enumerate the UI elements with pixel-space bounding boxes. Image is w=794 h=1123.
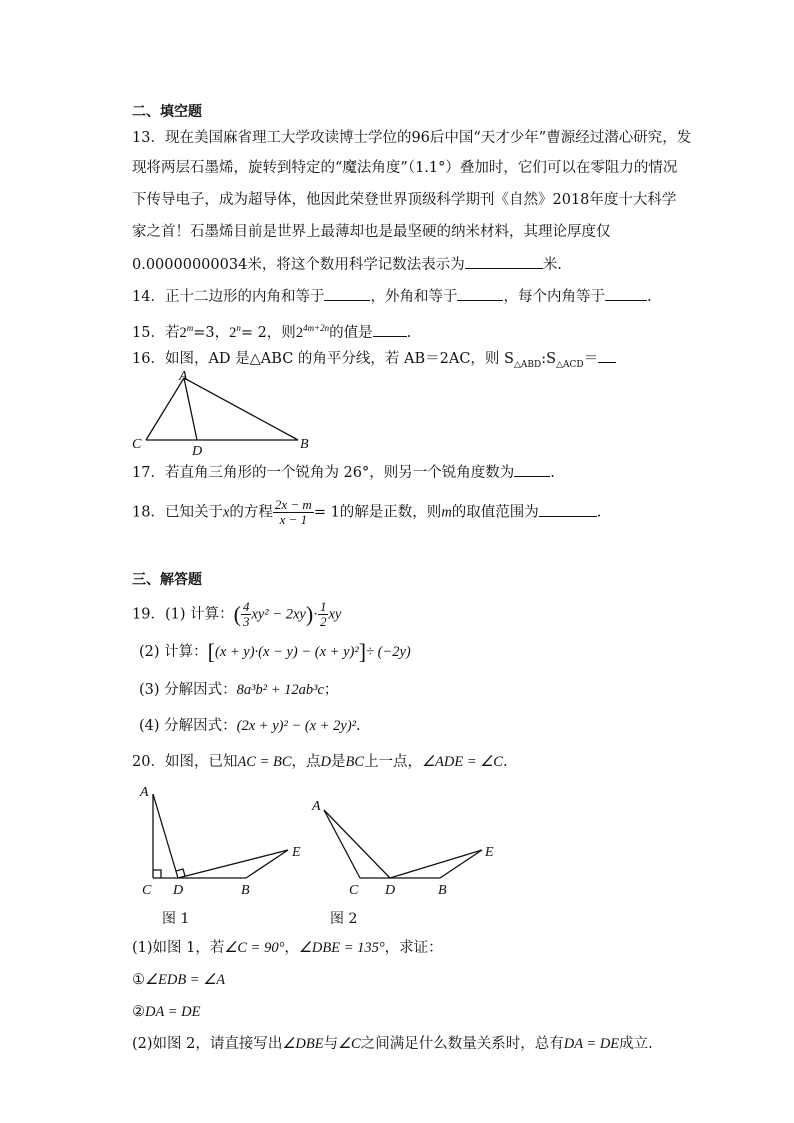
q20-figure-2 <box>306 792 506 902</box>
q20-p1-text-b: ，求证： <box>384 940 443 956</box>
q20-cond2: ∠ADE = ∠C <box>422 754 503 770</box>
q15-m-exp: m <box>186 323 194 333</box>
q20-p2-text-c: 之间满足什么数量关系时，总有 <box>360 1036 564 1052</box>
q19-p3-label: (3) 分解因式： <box>139 682 237 698</box>
q20-text-a: 20．如图，已知 <box>132 754 238 770</box>
q20-cond1: AC = BC <box>237 754 292 770</box>
q18-text-e: . <box>596 504 602 521</box>
q20-p2-text-d: 成立. <box>619 1036 653 1052</box>
q18-frac-den: x − 1 <box>279 512 308 527</box>
q19-part2 <box>139 639 411 664</box>
q20-p2-text-b: 与 <box>323 1036 339 1052</box>
q18-fraction <box>273 498 314 527</box>
q20-p2-angle1: ∠DBE <box>282 1036 324 1052</box>
q15-n-base: 2 <box>229 324 237 341</box>
q20-s2-mark: ② <box>132 1004 145 1020</box>
q19-p1-half-num: 1 <box>319 599 327 614</box>
fig1-label-d: D <box>173 883 184 898</box>
q20-s2: DA = DE <box>145 1004 201 1020</box>
q20-part1 <box>132 938 443 958</box>
q13-answer-blank[interactable] <box>465 254 543 269</box>
fig1-label-c: C <box>142 883 152 898</box>
fig1-label-a: A <box>140 785 149 800</box>
q17-text-a: 17．若直角三角形的一个锐角为 26°，则另一个锐角度数为 <box>132 465 515 481</box>
q18-frac-num: 2x − m <box>274 497 312 512</box>
q14-text-a: 14．正十二边形的内角和等于 <box>132 289 325 305</box>
q20-text-f: . <box>502 754 508 770</box>
fig1-segment-de <box>178 850 288 878</box>
section-2-title: 二、填空题 <box>132 104 202 120</box>
q16-blank[interactable] <box>598 348 616 363</box>
q16-label-b: B <box>300 437 309 452</box>
q15 <box>132 318 411 343</box>
q14-text-c: ，每个内角等于 <box>503 289 605 305</box>
q13-text: 0.00000000034米，将这个数用科学记数法表示为 <box>132 257 465 273</box>
q16-text-a: 16．如图，AD 是△ABC 的角平分线，若 AB＝2AC，则 S <box>132 351 514 367</box>
q19-p1-label: 19．(1) 计算： <box>132 606 234 623</box>
q20-figure-1 <box>136 780 316 902</box>
q20-s1: ∠EDB = ∠A <box>145 972 226 988</box>
q16-label-d: D <box>192 444 203 458</box>
q18-var-m: m <box>441 504 452 521</box>
q17-blank[interactable] <box>514 462 550 477</box>
q19-p1-half-den: 2 <box>319 614 327 629</box>
q19-p1-frac-num: 4 <box>242 599 250 614</box>
q16-colon: :S <box>541 351 557 367</box>
fig1-segment-ad <box>153 794 178 878</box>
q14-text-b: ，外角和等于 <box>370 289 458 305</box>
q14-blank-2[interactable] <box>457 286 503 301</box>
q13-unit: 米. <box>542 257 562 273</box>
q14-blank-1[interactable] <box>324 286 370 301</box>
q19-p1-rparen: ) <box>305 601 314 627</box>
q19-p4-end: . <box>356 718 361 734</box>
q18-text-d: 的取值范围为 <box>451 504 539 521</box>
q19-p4-expr: (2x + y)² − (x + 2y)² <box>236 718 357 734</box>
q16-side-ab <box>184 378 298 440</box>
q17 <box>132 462 555 483</box>
q19-p2-label: (2) 计算： <box>139 644 208 660</box>
q13-line1: 13．现在美国麻省理工大学攻读博士学位的96后中国“天才少年”曹源经过潜心研究，发 <box>132 130 692 146</box>
fig2-segment-de <box>390 850 482 878</box>
q19-p1-half <box>318 600 329 629</box>
q20-intro <box>132 752 508 772</box>
q16-sub-abd: △ABD <box>513 359 542 370</box>
fig2-label-a: A <box>312 799 321 814</box>
fig1-segment-be <box>246 850 288 878</box>
q19-p4-label: (4) 分解因式： <box>139 718 237 734</box>
q15-r-exp: 4m+2n <box>303 323 330 333</box>
fig2-caption: 图 2 <box>330 911 358 927</box>
q20-s1-mark: ① <box>132 972 145 988</box>
q19-p3-end: ； <box>323 682 339 698</box>
section-3-title: 三、解答题 <box>132 572 202 588</box>
q18 <box>132 498 601 527</box>
q16-sub-acd: △ACD <box>556 359 584 370</box>
q18-var-x: x <box>222 504 230 521</box>
q15-text-a: 15．若 <box>132 324 180 341</box>
q15-blank[interactable] <box>373 322 407 337</box>
q16-label-a: A <box>179 369 188 384</box>
q16-label-c: C <box>132 437 142 452</box>
fig2-label-d: D <box>385 883 396 898</box>
q20-p1-text-a: (1)如图 1，若 <box>132 940 225 956</box>
q19-p1-frac-den: 3 <box>242 614 250 629</box>
q20-p2-cond: DA = DE <box>563 1036 620 1052</box>
q19-part4 <box>139 716 361 736</box>
q20-text-b: ，点 <box>291 754 321 770</box>
q15-m-base: 2 <box>179 324 187 341</box>
q19-p2-expr: (x + y)·(x − y) − (x + y)² <box>214 644 359 660</box>
fig2-segment-ad <box>324 810 390 878</box>
q15-text-c: . <box>406 324 412 341</box>
q20-part2 <box>132 1034 653 1054</box>
q20-p1-cond1: ∠C = 90° <box>224 940 285 956</box>
q20-statement-1 <box>132 970 225 990</box>
q20-text-e: 上一点， <box>364 754 423 770</box>
q19-p2-lbracket: [ <box>207 639 215 664</box>
fig2-label-e: E <box>485 845 494 860</box>
q19-p1-tail: xy <box>328 606 342 623</box>
q13-line4: 家之首！石墨烯目前是世界上最薄却也是最坚硬的纳米材料，其理论厚度仅 <box>132 224 611 240</box>
q14 <box>132 286 652 307</box>
q14-blank-3[interactable] <box>605 286 647 301</box>
q18-blank[interactable] <box>539 502 597 517</box>
q19-part1 <box>132 600 341 629</box>
fig2-side-ac <box>324 810 360 878</box>
q15-m-val: =3， <box>193 324 230 341</box>
q13-line2: 现将两层石墨烯，旋转到特定的“魔法角度”（1.1°）叠加时，它们可以在零阻力的情况 <box>132 160 678 176</box>
fig2-segment-be <box>440 850 482 878</box>
fig1-right-angle-c <box>153 870 161 878</box>
q13-line5 <box>132 254 562 275</box>
q18-text-a: 18．已知关于 <box>132 504 223 521</box>
q20-statement-2 <box>132 1002 200 1022</box>
q18-text-b: 的方程 <box>229 504 273 521</box>
fig1-label-e: E <box>292 845 301 860</box>
q16-bisector-ad <box>184 378 197 440</box>
q16-side-ac <box>146 378 184 440</box>
q15-text-b: 的值是 <box>329 324 373 341</box>
q20-point-d: D <box>320 754 332 770</box>
q15-r-base: 2 <box>295 324 304 341</box>
q16-triangle-figure <box>128 368 318 458</box>
q13-line3: 下传导电子，成为超导体，他因此荣登世界顶级科学期刊《自然》2018年度十大科学 <box>132 192 677 208</box>
q20-p2-angle2: ∠C <box>338 1036 361 1052</box>
q19-p2-tail: ÷ (−2y) <box>366 644 411 660</box>
q16-text-b: ＝ <box>583 351 599 367</box>
q20-p2-text-a: (2)如图 2，请直接写出 <box>132 1036 283 1052</box>
q19-part3 <box>139 680 338 700</box>
q19-p1-lparen: ( <box>233 601 241 627</box>
fig1-caption: 图 1 <box>162 911 190 927</box>
q14-text-d: . <box>646 289 652 305</box>
q20-p1-sep: ， <box>284 940 299 956</box>
q15-n-exp: n <box>236 323 241 333</box>
fig2-label-b: B <box>438 883 447 898</box>
q18-text-c: = 1的解是正数，则 <box>313 504 442 521</box>
q19-p1-frac <box>241 600 252 629</box>
q19-p1-dot: · <box>313 606 318 623</box>
q17-text-b: . <box>550 465 555 481</box>
q20-seg-bc: BC <box>345 754 365 770</box>
fig1-label-b: B <box>241 883 250 898</box>
q19-p2-rbracket: ] <box>358 639 367 664</box>
q20-text-c: 是 <box>331 754 346 770</box>
q15-n-val: = 2，则 <box>240 324 296 341</box>
q20-p1-cond2: ∠DBE = 135° <box>298 940 385 956</box>
fig2-label-c: C <box>349 883 359 898</box>
q19-p3-expr: 8a³b² + 12ab³c <box>236 682 324 698</box>
q19-p1-mid: xy² − 2xy <box>251 606 306 623</box>
